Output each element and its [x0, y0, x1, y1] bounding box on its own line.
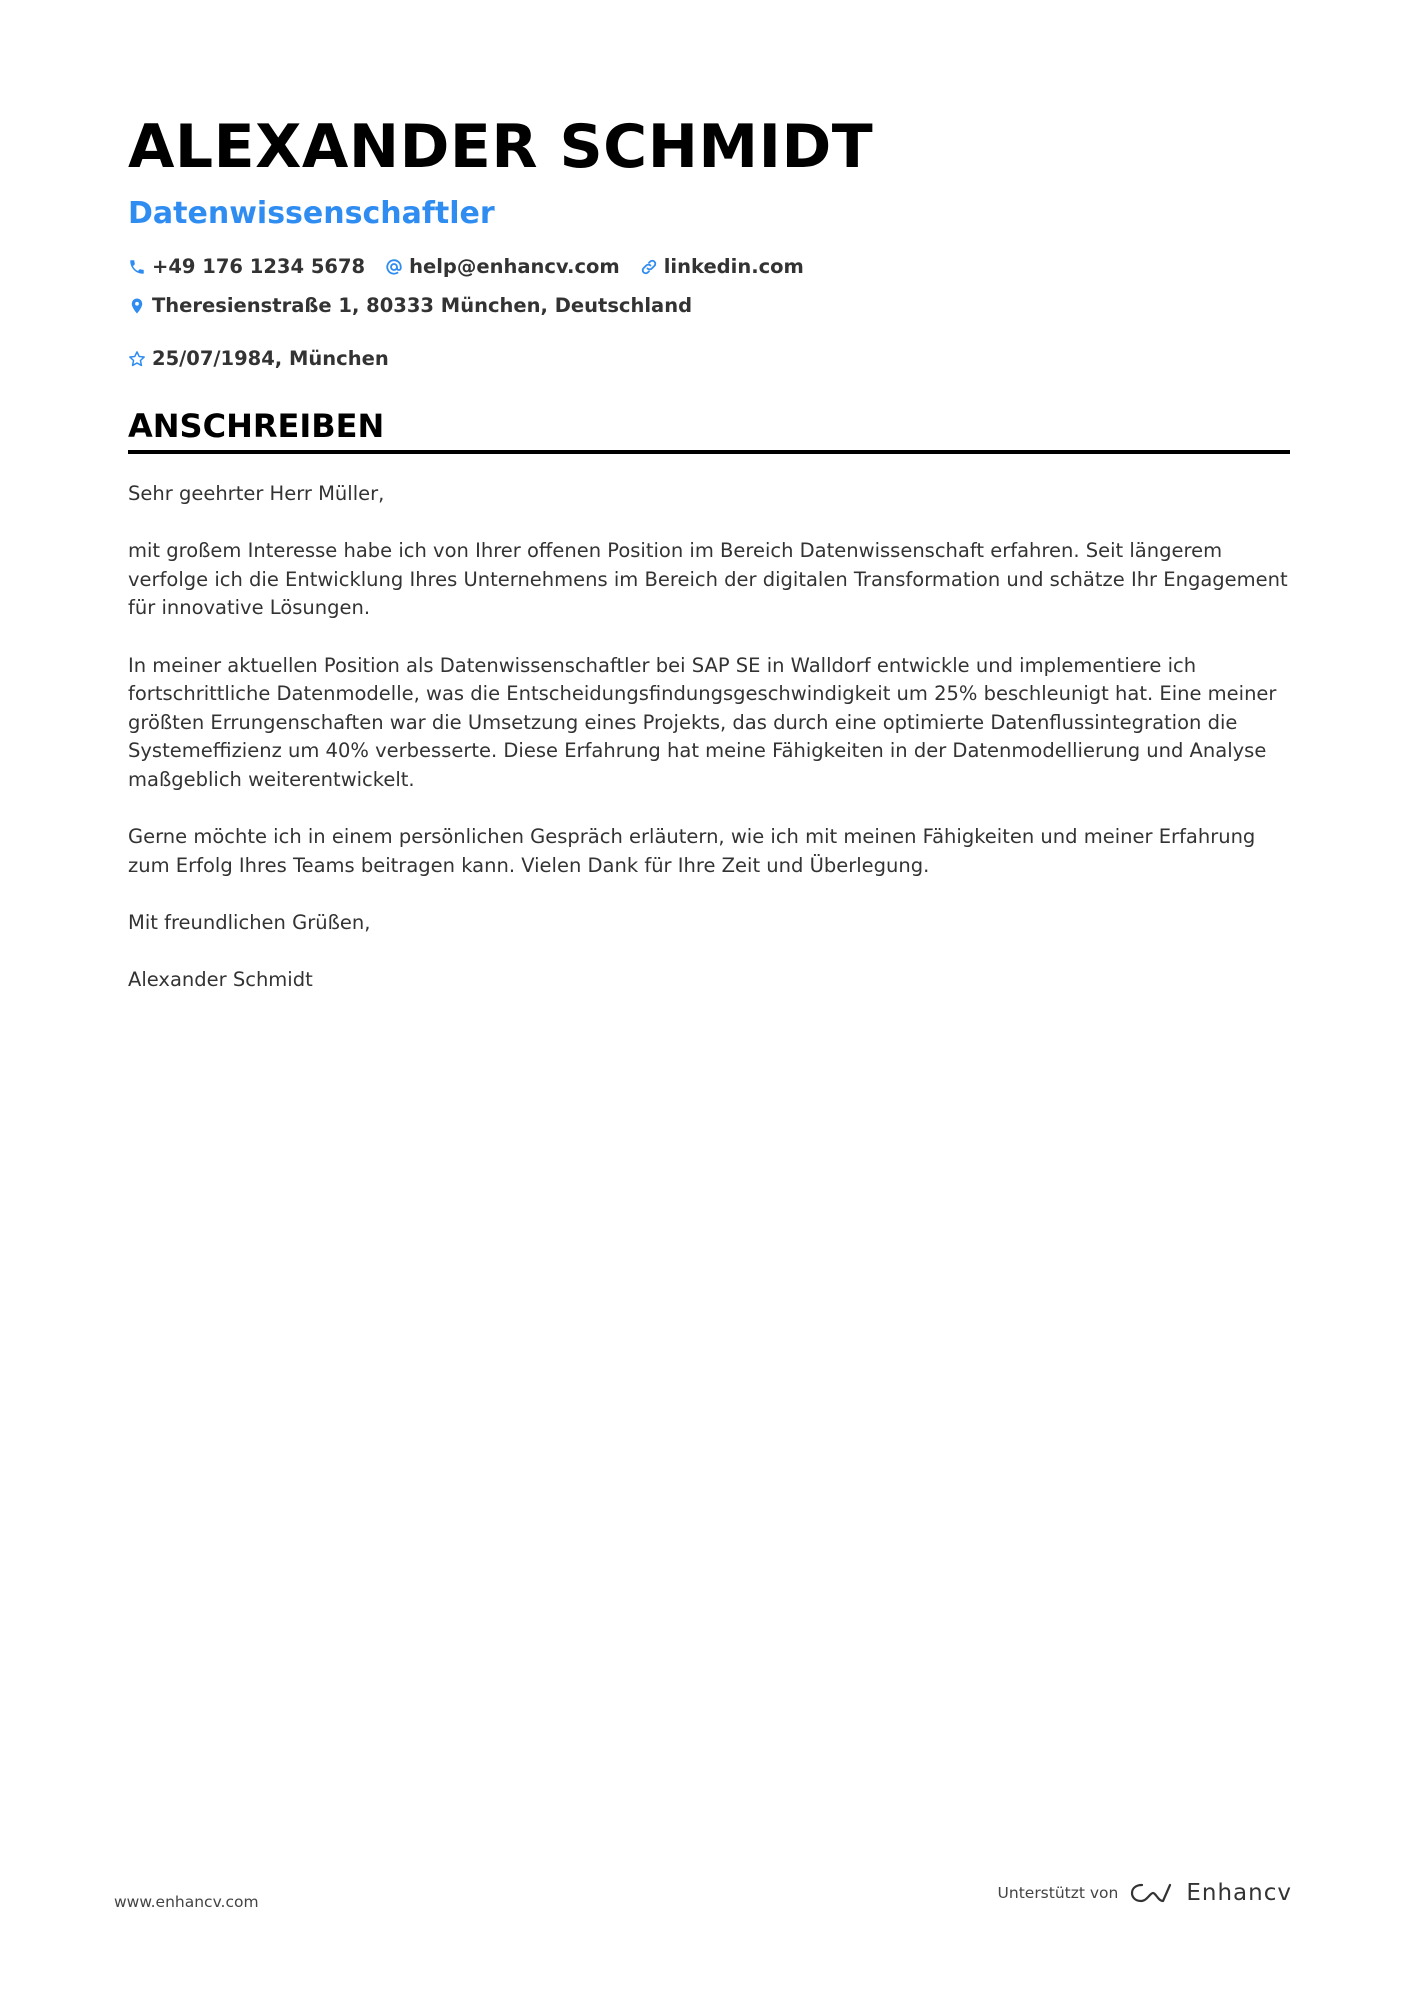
letter-salutation: Sehr geehrter Herr Müller,: [128, 482, 385, 505]
powered-by-label: Unterstützt von: [997, 1884, 1119, 1902]
footer-branding: [998, 1880, 1292, 1906]
contact-birth-text: 25/07/1984, München: [152, 347, 389, 370]
phone-icon: [128, 258, 146, 276]
contact-birth: [128, 346, 389, 371]
link-icon: [640, 258, 658, 276]
candidate-name: ALEXANDER SCHMIDT: [128, 112, 874, 182]
contact-phone: [128, 254, 365, 279]
letter-paragraph: Gerne möchte ich in einem persönlichen Gespräch erläutern, wie ich mit meinen Fähigkeiten und meiner Erfahrung zum Erfolg Ihres Teams beitragen kann. Vielen Dank für Ihre Zeit und Überlegung.: [128, 825, 1256, 877]
resume-header: [128, 108, 1288, 371]
section-divider: [128, 450, 1290, 454]
brand-name: Enhancv: [1186, 1880, 1292, 1906]
contact-linkedin[interactable]: [640, 254, 804, 279]
letter-paragraph: mit großem Interesse habe ich von Ihrer offenen Position im Bereich Datenwissenschaft erfahren. Seit längerem verfolge ich die Entwicklung Ihres Unternehmens im Bereich der digitalen Transformation und schätze Ihr Engagement für innovative Lösungen.: [128, 539, 1288, 620]
enhancv-logo[interactable]: [1130, 1880, 1292, 1906]
letter-paragraph: In meiner aktuellen Position als Datenwissenschaftler bei SAP SE in Walldorf entwickle und implementiere ich fortschrittliche Datenmodelle, was die Entscheidungsfindungsgeschwindigkeit um 25% beschleunigt hat. Eine meiner größten Errungenschaften war die Umsetzung eines Projekts, das durch eine optimierte Datenflussintegration die Systemeffizienz um 40% verbesserte. Diese Erfahrung hat meine Fähigkeiten in der Datenmodellierung und Analyse maßgeblich weiterentwickelt.: [128, 653, 1277, 791]
letter-body: [128, 480, 1290, 995]
at-icon: [385, 258, 403, 276]
contact-email-text[interactable]: help@enhancv.com: [409, 255, 620, 278]
footer-website[interactable]: www.enhancv.com: [114, 1893, 259, 1911]
star-icon: [128, 350, 146, 368]
contact-address-text: Theresienstraße 1, 80333 München, Deutschland: [152, 294, 693, 317]
contact-address: [128, 293, 692, 318]
candidate-role: Datenwissenschaftler: [128, 196, 495, 231]
location-pin-icon: [128, 297, 146, 315]
enhancv-logo-icon: [1130, 1880, 1176, 1906]
contact-linkedin-text[interactable]: linkedin.com: [663, 255, 804, 278]
contact-list: [128, 254, 1288, 371]
letter-signature: Alexander Schmidt: [128, 968, 313, 992]
letter-closing: Mit freundlichen Grüßen,: [128, 910, 371, 934]
cover-letter-section: [128, 404, 1290, 1023]
section-title: ANSCHREIBEN: [128, 407, 385, 445]
contact-email[interactable]: [385, 254, 620, 279]
contact-phone-text: +49 176 1234 5678: [152, 255, 366, 278]
